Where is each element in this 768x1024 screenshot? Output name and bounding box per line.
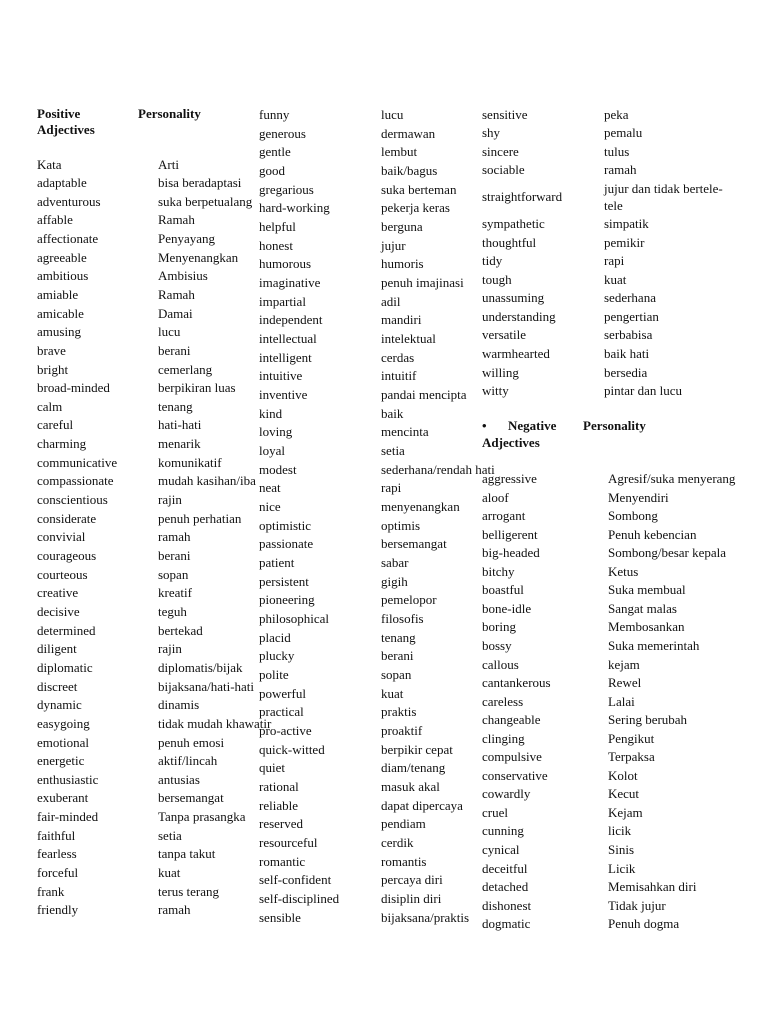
list-item-word: faithful — [37, 828, 76, 843]
list-item-meaning: mandiri — [381, 312, 422, 327]
list-item-meaning: ramah — [158, 902, 191, 917]
list-item-meaning: setia — [381, 443, 405, 458]
list-item-meaning: gigih — [381, 574, 408, 589]
list-item-word: convivial — [37, 529, 86, 544]
negative-heading-word1: Negative — [508, 418, 557, 433]
list-item-meaning: bersemangat — [381, 536, 447, 551]
list-item-meaning: simpatik — [604, 216, 649, 231]
list-item-word: cynical — [482, 842, 520, 857]
list-item-meaning: baik hati — [604, 346, 650, 361]
list-item-meaning: Ambisius — [158, 268, 208, 283]
list-item-word: calm — [37, 399, 63, 414]
list-item-meaning: sederhana/rendah hati — [381, 462, 495, 477]
list-item-word: agreeable — [37, 250, 87, 265]
list-item-meaning: mudah kasihan/iba — [158, 473, 256, 488]
list-item-meaning: Sering berubah — [608, 712, 688, 727]
list-item-word: broad-minded — [37, 380, 110, 395]
list-item-meaning: kreatif — [158, 585, 192, 600]
list-item-meaning: dinamis — [158, 697, 200, 712]
list-item-word: adventurous — [37, 194, 101, 209]
list-item-word: belligerent — [482, 527, 538, 542]
list-item-word: honest — [259, 238, 293, 253]
list-item-meaning: Tanpa prasangka — [158, 809, 246, 824]
list-item-word: dynamic — [37, 697, 82, 712]
list-item-meaning: rajin — [158, 492, 182, 507]
list-item-meaning: menyenangkan — [381, 499, 460, 514]
list-item-word: versatile — [482, 327, 527, 342]
list-item-word: kind — [259, 406, 283, 421]
list-item-meaning: tidak mudah khawatir — [158, 716, 272, 731]
negative-heading-bullet: • — [482, 418, 487, 433]
list-item-word: hard-working — [259, 200, 330, 215]
list-item-word: independent — [259, 312, 323, 327]
list-item-meaning: bersedia — [604, 365, 648, 380]
list-item-meaning: romantis — [381, 854, 427, 869]
list-item-meaning: praktis — [381, 704, 417, 719]
list-item-meaning: baik — [381, 406, 404, 421]
list-item-meaning: Rewel — [608, 675, 642, 690]
list-item-word: self-confident — [259, 872, 332, 887]
list-item-meaning: setia — [158, 828, 182, 843]
list-item-word: imaginative — [259, 275, 321, 290]
list-item-word: discreet — [37, 679, 78, 694]
list-item-meaning: baik/bagus — [381, 163, 438, 178]
list-item-word: patient — [259, 555, 295, 570]
list-item-word: cowardly — [482, 786, 531, 801]
list-item-word: diplomatic — [37, 660, 93, 675]
list-item-word: fearless — [37, 846, 77, 861]
list-item-word: quiet — [259, 760, 285, 775]
list-item-word: energetic — [37, 753, 85, 768]
list-item-word: passionate — [259, 536, 314, 551]
list-item-word: placid — [259, 630, 291, 645]
list-item-meaning: bijaksana/hati-hati — [158, 679, 255, 694]
list-item-meaning: jujur dan tidak bertele- — [604, 181, 723, 196]
list-item-word: bright — [37, 362, 69, 377]
list-item-meaning: rapi — [604, 253, 625, 268]
list-item-meaning: jujur — [381, 238, 406, 253]
list-item-meaning: disiplin diri — [381, 891, 442, 906]
list-item-meaning: dapat dipercaya — [381, 798, 463, 813]
list-item-meaning: berpikir cepat — [381, 742, 453, 757]
positive-heading-word2: Personality — [138, 106, 201, 121]
list-item-meaning: tulus — [604, 144, 630, 159]
list-item-word: changeable — [482, 712, 541, 727]
list-item-word: witty — [482, 383, 509, 398]
list-item-word: straightforward — [482, 189, 563, 204]
list-item-meaning: berpikiran luas — [158, 380, 236, 395]
list-item-word: cunning — [482, 823, 524, 838]
list-item-word: sociable — [482, 162, 525, 177]
list-item-word: decisive — [37, 604, 80, 619]
list-item-meaning: terus terang — [158, 884, 220, 899]
list-item-word: romantic — [259, 854, 306, 869]
list-item-word: optimistic — [259, 518, 311, 533]
list-item-meaning: humoris — [381, 256, 424, 271]
list-item-meaning: suka berpetualang — [158, 194, 253, 209]
list-item-word: emotional — [37, 735, 89, 750]
list-item-meaning: Penuh dogma — [608, 916, 680, 931]
list-item-word: powerful — [259, 686, 306, 701]
list-item-word: cantankerous — [482, 675, 551, 690]
list-item-word: bossy — [482, 638, 512, 653]
list-item-meaning: bisa beradaptasi — [158, 175, 242, 190]
list-item-meaning: filosofis — [381, 611, 424, 626]
list-item-word: forceful — [37, 865, 79, 880]
list-item-word: warmhearted — [482, 346, 550, 361]
list-item-word: funny — [259, 107, 290, 122]
list-item-word: neat — [259, 480, 281, 495]
list-item-word: big-headed — [482, 545, 540, 560]
list-item-meaning: rapi — [381, 480, 402, 495]
list-item-meaning: kejam — [608, 657, 640, 672]
list-item-word: ambitious — [37, 268, 89, 283]
list-item-word: persistent — [259, 574, 309, 589]
list-item-meaning: Tidak jujur — [608, 898, 666, 913]
list-item-word: self-disciplined — [259, 891, 340, 906]
list-item-word: dogmatic — [482, 916, 531, 931]
list-item-meaning: berani — [381, 648, 414, 663]
list-item-word: modest — [259, 462, 297, 477]
header-word: Kata — [37, 157, 62, 172]
list-item-word: reserved — [259, 816, 304, 831]
list-item-word: generous — [259, 126, 306, 141]
list-item-meaning: lembut — [381, 144, 418, 159]
list-item-word: inventive — [259, 387, 308, 402]
list-item-word: brave — [37, 343, 66, 358]
list-item-word: callous — [482, 657, 519, 672]
list-item-meaning: lucu — [381, 107, 404, 122]
negative-heading-line2: Adjectives — [482, 435, 540, 450]
list-item-meaning: sopan — [158, 567, 189, 582]
list-item-meaning: kuat — [158, 865, 181, 880]
list-item-word: reliable — [259, 798, 298, 813]
list-item-word: adaptable — [37, 175, 87, 190]
list-item-word: sympathetic — [482, 216, 545, 231]
list-item-word: determined — [37, 623, 96, 638]
list-item-word: rational — [259, 779, 299, 794]
list-item-meaning: Pengikut — [608, 731, 655, 746]
list-item-word: compassionate — [37, 473, 114, 488]
list-item-meaning: suka berteman — [381, 182, 457, 197]
list-item-meaning: tenang — [158, 399, 193, 414]
list-item-meaning: Menyenangkan — [158, 250, 239, 265]
list-item-meaning: bertekad — [158, 623, 203, 638]
list-item-word: diligent — [37, 641, 77, 656]
list-item-word: clinging — [482, 731, 525, 746]
list-item-word: amicable — [37, 306, 84, 321]
list-item-meaning: pintar dan lucu — [604, 383, 682, 398]
list-item-meaning: cerdas — [381, 350, 415, 365]
list-item-meaning: penuh perhatian — [158, 511, 242, 526]
list-item-meaning: mencinta — [381, 424, 429, 439]
list-item-meaning: Suka memerintah — [608, 638, 700, 653]
list-item-meaning: masuk akal — [381, 779, 440, 794]
list-item-meaning: Sangat malas — [608, 601, 677, 616]
list-item-word: affectionate — [37, 231, 99, 246]
list-item-word: amusing — [37, 324, 82, 339]
list-item-meaning: berguna — [381, 219, 423, 234]
list-item-word: detached — [482, 879, 529, 894]
list-item-meaning: Lalai — [608, 694, 635, 709]
list-item-word: resourceful — [259, 835, 318, 850]
list-item-word: fair-minded — [37, 809, 99, 824]
list-item-word: pro-active — [259, 723, 312, 738]
list-item-meaning: penuh imajinasi — [381, 275, 464, 290]
list-item-meaning: teguh — [158, 604, 187, 619]
list-item-meaning: bersemangat — [158, 790, 224, 805]
list-item-meaning: pemelopor — [381, 592, 437, 607]
list-item-meaning: Kecut — [608, 786, 640, 801]
list-item-word: deceitful — [482, 861, 528, 876]
list-item-word: sincere — [482, 144, 519, 159]
list-item-meaning: Ramah — [158, 212, 195, 227]
list-item-word: boastful — [482, 582, 524, 597]
list-item-meaning: menarik — [158, 436, 201, 451]
list-item-word: sensible — [259, 910, 301, 925]
list-item-meaning: adil — [381, 294, 401, 309]
list-item-meaning: Membosankan — [608, 619, 685, 634]
list-item-meaning: Damai — [158, 306, 193, 321]
list-item-word: boring — [482, 619, 516, 634]
list-item-meaning: Penyayang — [158, 231, 216, 246]
header-meaning: Arti — [158, 157, 179, 172]
list-item-word: impartial — [259, 294, 306, 309]
list-item-meaning: Penuh kebencian — [608, 527, 697, 542]
list-item-word: enthusiastic — [37, 772, 99, 787]
list-item-word: communicative — [37, 455, 118, 470]
list-item-meaning-cont: tele — [604, 198, 623, 213]
positive-heading-word1: Positive — [37, 106, 81, 121]
list-item-word: easygoing — [37, 716, 90, 731]
list-item-word: understanding — [482, 309, 556, 324]
list-item-word: friendly — [37, 902, 79, 917]
list-item-meaning: tenang — [381, 630, 416, 645]
list-item-word: loyal — [259, 443, 285, 458]
list-item-meaning: penuh emosi — [158, 735, 225, 750]
list-item-meaning: cerdik — [381, 835, 414, 850]
list-item-meaning: optimis — [381, 518, 421, 533]
list-item-meaning: lucu — [158, 324, 181, 339]
list-item-word: bitchy — [482, 564, 515, 579]
list-item-meaning: kuat — [381, 686, 404, 701]
list-item-meaning: pendiam — [381, 816, 426, 831]
list-item-meaning: Kejam — [608, 805, 643, 820]
list-item-meaning: pekerja keras — [381, 200, 450, 215]
list-item-meaning: rajin — [158, 641, 182, 656]
list-item-word: helpful — [259, 219, 296, 234]
list-item-meaning: Agresif/suka menyerang — [608, 471, 736, 486]
negative-heading-word2: Personality — [583, 418, 646, 433]
list-item-meaning: Sombong — [608, 508, 658, 523]
list-item-word: good — [259, 163, 285, 178]
list-item-word: intelligent — [259, 350, 312, 365]
list-item-word: gregarious — [259, 182, 314, 197]
list-item-word: thoughtful — [482, 235, 537, 250]
list-item-word: cruel — [482, 805, 508, 820]
list-item-word: loving — [259, 424, 293, 439]
list-item-meaning: intelektual — [381, 331, 436, 346]
list-item-word: compulsive — [482, 749, 542, 764]
list-item-meaning: licik — [608, 823, 632, 838]
list-item-meaning: proaktif — [381, 723, 423, 738]
list-item-word: intellectual — [259, 331, 317, 346]
list-item-word: humorous — [259, 256, 311, 271]
list-item-meaning: serbabisa — [604, 327, 653, 342]
list-item-meaning: sabar — [381, 555, 409, 570]
list-item-meaning: pandai mencipta — [381, 387, 467, 402]
positive-heading-line2: Adjectives — [37, 122, 95, 137]
list-item-meaning: bijaksana/praktis — [381, 910, 470, 925]
list-item-word: amiable — [37, 287, 79, 302]
list-item-meaning: dermawan — [381, 126, 436, 141]
list-item-word: willing — [482, 365, 519, 380]
list-item-word: arrogant — [482, 508, 526, 523]
list-item-word: creative — [37, 585, 79, 600]
list-item-word: tidy — [482, 253, 503, 268]
list-item-meaning: berani — [158, 343, 191, 358]
list-item-word: polite — [259, 667, 289, 682]
list-item-word: charming — [37, 436, 87, 451]
list-item-word: aggressive — [482, 471, 537, 486]
list-item-meaning: antusias — [158, 772, 200, 787]
list-item-meaning: percaya diri — [381, 872, 443, 887]
list-item-word: shy — [482, 125, 501, 140]
list-item-word: courteous — [37, 567, 88, 582]
list-item-word: exuberant — [37, 790, 89, 805]
list-item-meaning: Menyendiri — [608, 490, 669, 505]
list-item-meaning: Ketus — [608, 564, 639, 579]
list-item-word: conservative — [482, 768, 548, 783]
list-item-meaning: Terpaksa — [608, 749, 655, 764]
list-item-meaning: berani — [158, 548, 191, 563]
list-item-meaning: pemalu — [604, 125, 643, 140]
list-item-word: philosophical — [259, 611, 330, 626]
list-item-word: aloof — [482, 490, 509, 505]
list-item-meaning: kuat — [604, 272, 627, 287]
list-item-meaning: pengertian — [604, 309, 659, 324]
list-item-word: nice — [259, 499, 281, 514]
list-item-meaning: intuitif — [381, 368, 417, 383]
list-item-word: courageous — [37, 548, 97, 563]
list-item-word: conscientious — [37, 492, 108, 507]
list-item-meaning: ramah — [604, 162, 637, 177]
list-item-meaning: hati-hati — [158, 417, 202, 432]
list-item-word: careful — [37, 417, 74, 432]
list-item-meaning: Licik — [608, 861, 636, 876]
list-item-meaning: komunikatif — [158, 455, 222, 470]
list-item-meaning: peka — [604, 107, 629, 122]
list-item-meaning: Suka membual — [608, 582, 686, 597]
list-item-word: tough — [482, 272, 512, 287]
list-item-word: pioneering — [259, 592, 315, 607]
list-item-meaning: ramah — [158, 529, 191, 544]
list-item-meaning: Sombong/besar kepala — [608, 545, 727, 560]
list-item-word: bone-idle — [482, 601, 532, 616]
list-item-meaning: pemikir — [604, 235, 645, 250]
list-item-meaning: sederhana — [604, 290, 656, 305]
list-item-word: plucky — [259, 648, 295, 663]
list-item-word: affable — [37, 212, 73, 227]
list-item-word: unassuming — [482, 290, 545, 305]
list-item-word: quick-witted — [259, 742, 325, 757]
list-item-meaning: Kolot — [608, 768, 638, 783]
list-item-word: dishonest — [482, 898, 532, 913]
list-item-meaning: diplomatis/bijak — [158, 660, 243, 675]
list-item-meaning: diam/tenang — [381, 760, 446, 775]
list-item-meaning: Ramah — [158, 287, 195, 302]
list-item-meaning: tanpa takut — [158, 846, 216, 861]
list-item-meaning: Sinis — [608, 842, 635, 857]
list-item-meaning: Memisahkan diri — [608, 879, 697, 894]
list-item-meaning: sopan — [381, 667, 412, 682]
list-item-word: frank — [37, 884, 65, 899]
list-item-word: intuitive — [259, 368, 303, 383]
list-item-word: careless — [482, 694, 524, 709]
list-item-meaning: cemerlang — [158, 362, 213, 377]
list-item-word: sensitive — [482, 107, 528, 122]
list-item-word: practical — [259, 704, 304, 719]
list-item-meaning: aktif/lincah — [158, 753, 218, 768]
list-item-word: gentle — [259, 144, 291, 159]
list-item-word: considerate — [37, 511, 97, 526]
